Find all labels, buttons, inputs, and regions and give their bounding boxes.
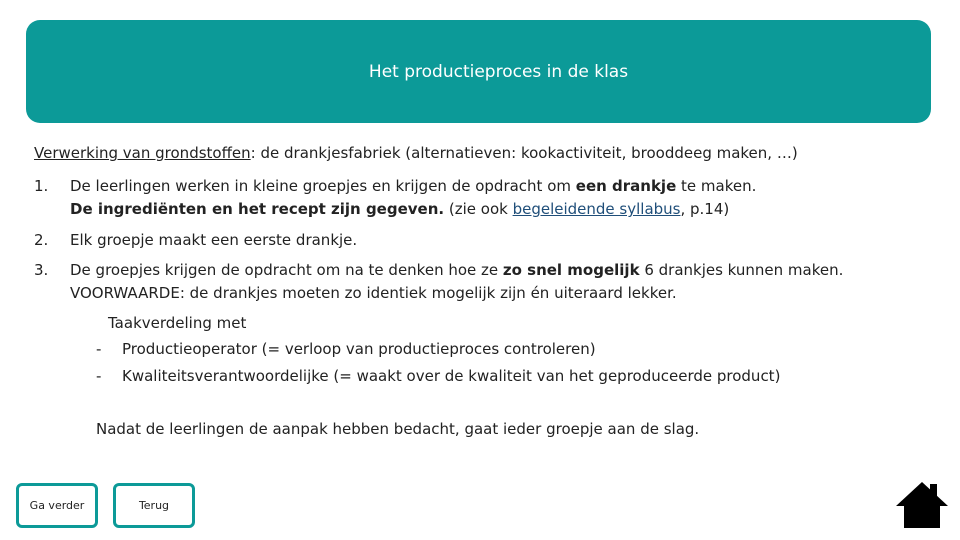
- home-icon[interactable]: [894, 480, 950, 530]
- step-number: 3.: [34, 261, 49, 279]
- back-button-label: Terug: [138, 499, 170, 512]
- step-1-line-2: [70, 198, 756, 221]
- subheading-rest: : de drankjesfabriek (alternatieven: kookactiviteit, brooddeeg maken, …): [250, 144, 798, 162]
- step-bold-text: een drankje: [575, 177, 677, 195]
- title-banner: [26, 20, 931, 123]
- step-1-line-1: [70, 175, 756, 198]
- taakverdeling-heading: Taakverdeling met: [108, 314, 247, 332]
- step-number: 2.: [34, 231, 49, 249]
- step-bold-text: zo snel mogelijk: [502, 261, 640, 279]
- step-3-line-2: VOORWAARDE: de drankjes moeten zo identiek mogelijk zijn én uiteraard lekker.: [70, 284, 677, 302]
- next-button[interactable]: [16, 483, 98, 528]
- step-text: De leerlingen werken in kleine groepjes en krijgen de opdracht om: [70, 177, 576, 195]
- page-title: Het productieproces in de klas: [368, 61, 629, 82]
- back-button[interactable]: [113, 483, 195, 528]
- step-number: 1.: [34, 177, 49, 195]
- list-item-text: Productieoperator (= verloop van productieproces controleren): [122, 340, 596, 358]
- step-text: te maken.: [676, 177, 757, 195]
- step-text: 6 drankjes kunnen maken.: [639, 261, 844, 279]
- next-button-label: Ga verder: [29, 499, 85, 512]
- step-2-line-1: Elk groepje maakt een eerste drankje.: [70, 231, 358, 249]
- step-3-line-1: [70, 259, 843, 282]
- step-text: , p.14): [680, 200, 730, 218]
- syllabus-link[interactable]: begeleidende syllabus: [512, 200, 681, 218]
- subheading-underlined: Verwerking van grondstoffen: [34, 144, 251, 162]
- step-text: De groepjes krijgen de opdracht om na te denken hoe ze: [70, 261, 503, 279]
- list-item-text: Kwaliteitsverantwoordelijke (= waakt over de kwaliteit van het geproduceerde product): [122, 367, 781, 385]
- closing-text: Nadat de leerlingen de aanpak hebben bedacht, gaat ieder groepje aan de slag.: [96, 420, 700, 438]
- step-text: (zie ook: [444, 200, 513, 218]
- list-item: [96, 367, 780, 385]
- section-subheading: [34, 144, 798, 162]
- list-item: [96, 340, 596, 358]
- bullet-dash: -: [96, 367, 102, 385]
- bullet-dash: -: [96, 340, 102, 358]
- step-bold-text: De ingrediënten en het recept zijn gegeven.: [70, 200, 445, 218]
